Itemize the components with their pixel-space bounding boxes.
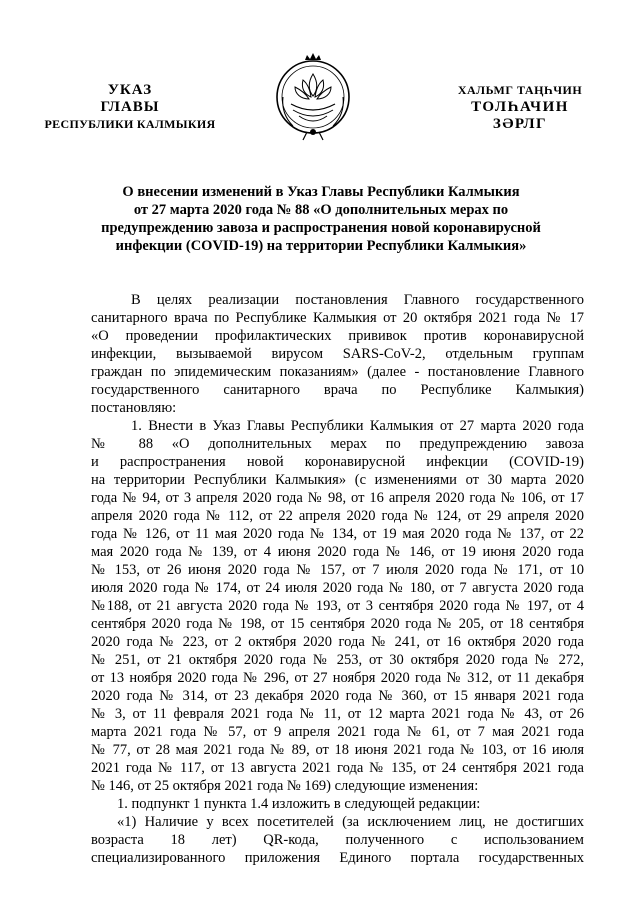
body-line: № 77, от 28 мая 2021 года № 89, от 18 июня 2021 года № 103, от 16 июля <box>91 742 584 758</box>
document-body <box>91 291 584 867</box>
body-line: апреля 2020 года № 112, от 22 апреля 2020 года № 124, от 29 апреля 2020 <box>91 508 584 524</box>
body-line: В целях реализации постановления Главного государственного <box>131 292 584 308</box>
coat-of-arms-icon <box>273 52 353 142</box>
body-line: на территории Республики Калмыкия» (с изменениями от 30 марта 2020 <box>91 472 584 488</box>
body-line: № 251, от 21 октября 2020 года № 253, от 30 октября 2020 года № 272, <box>91 652 584 668</box>
header-left-line-2: ГЛАВЫ <box>100 99 160 115</box>
body-line: постановляю: <box>91 400 177 416</box>
header-right-line-3: ЗӘРЛГ <box>492 116 548 132</box>
body-line: года № 126, от 11 мая 2020 года № 134, от 19 мая 2020 года № 137, от 22 <box>91 526 584 542</box>
body-line: специализированного приложения Единого портала государственных <box>91 850 584 866</box>
body-line: 2021 года № 117, от 13 августа 2021 года № 135, от 24 сентября 2021 года <box>91 760 584 776</box>
body-line: № 146, от 25 октября 2021 года № 169) следующие изменения: <box>91 778 479 794</box>
body-line: «1) Наличие у всех посетителей (за исключением лиц, не достигших <box>117 814 584 830</box>
body-line: государственного санитарного врача по Республике Калмыкия) <box>91 382 584 398</box>
body-line: мая 2020 года № 139, от 4 июня 2020 года № 146, от 19 июня 2020 года <box>91 544 584 560</box>
body-line: и распространения новой коронавирусной инфекции (COVID-19) <box>91 454 584 470</box>
header-right-line-1: ХАЛЬМГ ТАҢҺЧИН <box>457 83 583 97</box>
body-line: санитарного врача по Республике Калмыкия от 20 октября 2021 года № 17 <box>91 310 584 326</box>
body-line: №188, от 21 августа 2020 года № 193, от 3 сентября 2020 года № 197, от 4 <box>91 598 584 614</box>
header-left-line-3: РЕСПУБЛИКИ КАЛМЫКИЯ <box>44 117 216 131</box>
body-line: 2020 года № 223, от 2 октября 2020 года № 241, от 16 октября 2020 года <box>91 634 584 650</box>
body-line: № 153, от 26 июня 2020 года № 157, от 7 июля 2020 года № 171, от 10 <box>91 562 584 578</box>
title-line: О внесении изменений в Указ Главы Республики Калмыкия <box>122 184 520 200</box>
title-line: предупреждению завоза и распространения новой коронавирусной <box>101 220 541 236</box>
body-line: марта 2021 года № 57, от 9 апреля 2021 года № 61, от 7 мая 2021 года <box>91 724 584 740</box>
body-line: граждан по эпидемическим показаниям» (далее - постановление Главного <box>91 364 584 380</box>
body-line: 2020 года № 314, от 23 декабря 2020 года № 360, от 15 января 2021 года <box>91 688 584 704</box>
body-line: года № 94, от 3 апреля 2020 года № 98, от 16 апреля 2020 года № 106, от 17 <box>91 490 584 506</box>
title-line: от 27 марта 2020 года № 88 «О дополнительных мерах по <box>133 202 509 218</box>
body-line: инфекции, вызываемой вирусом SARS-CoV-2, отдельным группам <box>91 346 584 362</box>
body-line: № 3, от 11 февраля 2021 года № 11, от 12 марта 2021 года № 43, от 26 <box>91 706 584 722</box>
body-line: 1. подпункт 1 пункта 1.4 изложить в следующей редакции: <box>117 796 481 812</box>
document-title <box>90 183 552 255</box>
body-line: № 88 «О дополнительных мерах по предупреждению завоза <box>91 436 584 452</box>
body-line: сентября 2020 года № 198, от 15 сентября 2020 года № 205, от 18 сентября <box>91 616 584 632</box>
body-line: июля 2020 года № 174, от 24 июля 2020 года № 180, от 7 августа 2020 года <box>91 580 584 596</box>
body-line: от 13 ноября 2020 года № 296, от 27 ноября 2020 года № 312, от 11 декабря <box>91 670 584 686</box>
body-line: «О проведении профилактических прививок против коронавирусной <box>91 328 584 344</box>
title-line: инфекции (COVID-19) на территории Республики Калмыкия» <box>115 238 527 254</box>
header-left-line-1: УКАЗ <box>107 82 153 98</box>
header-right-line-2: ТОЛҺАЧИН <box>471 99 569 115</box>
header-left-block <box>30 82 230 133</box>
body-line: возраста 18 лет) QR-кода, полученного с использованием <box>91 832 584 848</box>
header-right-block <box>430 82 610 133</box>
body-line: 1. Внести в Указ Главы Республики Калмыкия от 27 марта 2020 года <box>131 418 584 434</box>
